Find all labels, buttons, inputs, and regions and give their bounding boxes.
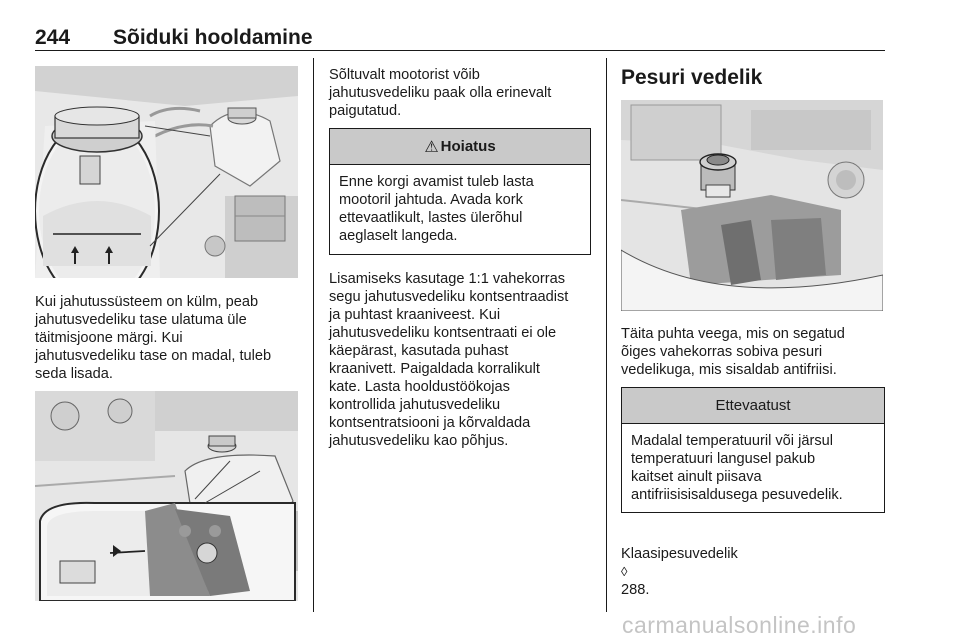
coolant-reservoir-alt-illustration [35,391,298,601]
xref-label: Klaasipesuvedelik [621,546,738,562]
page-number: 244 [35,26,71,49]
header-divider [35,50,885,51]
warning-text: Enne korgi avamist tuleb lasta mootoril jahtuda. Avada kork ettevaatlikult, lastes ülerõhul aeglaselt langeda. [339,174,534,244]
warning-header [330,129,590,165]
watermark: carmanualsonline.info [622,612,857,638]
warning-box [329,128,591,255]
warning-title: Hoiatus [440,138,496,155]
caution-title: Ettevaatust [715,397,791,414]
coolant-reservoir-illustration [35,66,298,278]
reservoir-position-paragraph: Sõltuvalt mootorist võib jahutusvedeliku paak olla erinevalt paigutatud. [329,67,552,119]
washer-fluid-heading: Pesuri vedelik [621,66,763,89]
caution-box [621,387,885,513]
column-divider-2 [606,58,607,612]
washer-fluid-illustration [621,100,883,311]
coolant-level-paragraph: Kui jahutussüsteem on külm, peab jahutusvedeliku tase ulatuma üle täitmisjoone märgi. Kui jahutusvedeliku tase on madal, tuleb seda lisada. [35,294,272,382]
page-reference-icon: ◊ [621,564,628,579]
cross-reference[interactable] [621,527,885,599]
coolant-mix-paragraph: Lisamiseks kasutage 1:1 vahekorras segu jahutusvedeliku kontsentraadist ja puhtast kraaniveest. Kui jahutusvedeliku kontsentraati ei ole käepärast, kasutada puhast kraanivett. Paigaldada korralikult kate. Lasta hooldustöökojas kontrollida jahutusvedeliku kontsentratsiooni ja kõrvaldada jahutusvedeliku kao põhjus. [329,271,569,449]
washer-fluid-paragraph: Täita puhta veega, mis on segatud õiges vahekorras sobiva pesuri vedelikuga, mis sisaldab antifriisi. [621,326,845,378]
caution-header [622,388,884,424]
warning-triangle-icon: ⚠ [424,138,439,156]
caution-text: Madalal temperatuuril või järsul temperatuuri langusel pakub kaitset ainult piisava antifriisisisaldusega pesuvedelik. [631,433,843,503]
page-header [35,26,885,52]
column-divider-1 [313,58,314,612]
page-title: Sõiduki hooldamine [113,26,313,49]
xref-page: 288. [621,582,650,598]
